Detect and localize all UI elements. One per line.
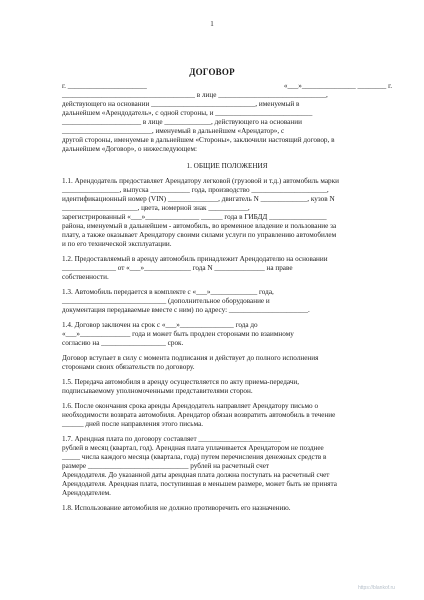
clause-line: необходимости возврата автомобиля. Арендатор обязан возвратить автомобиль в течение (62, 411, 336, 419)
clause-line: размере ____________________________ рублей на расчетный счет (62, 462, 270, 470)
clause-line: документация передаваемые вместе с ним) по адресу: ______________________. (62, 306, 310, 314)
clause-line: согласию на __________________ срок. (62, 339, 184, 347)
clause-line: идентификационный номер (VIN) ______________, двигатель N _____________, кузов N (62, 195, 335, 203)
document-body (62, 82, 392, 513)
clause-line: _______________ от «___»_____________ года N ______________ на праве (62, 264, 293, 272)
clause-1.6 (62, 402, 392, 429)
clause-1.2 (62, 255, 392, 282)
clause-line: района, именуемый в дальнейшем - автомобиль, во временное владение и пользование за (62, 222, 337, 230)
clause-line: ______ дней после направления этого письма. (62, 420, 204, 428)
clause-1.3 (62, 288, 392, 315)
clause-line: 1.7. Арендная плата по договору составляет _______________________ (62, 435, 282, 443)
clause-line: плату, а также оказывает Арендатору своими силами услуги по управлению автомобилем (62, 231, 337, 239)
clause-line: ________________, выпуска ___________ года, производство _____________________, (62, 186, 329, 194)
clause-line: 1.3. Автомобиль передается в комплекте с «___»_____________ года, (62, 288, 274, 296)
clause-line: 1.2. Предоставляемый в аренду автомобиль принадлежит Арендодателю на основании (62, 255, 328, 263)
clause-line: зарегистрированный «___»_______________ ______ года в ГИБДД ________________ (62, 213, 327, 221)
preamble-line: ______________________ в лице _____________, действующего на основании (62, 118, 302, 126)
clause-line: _____________________________ (дополнительное оборудование и (62, 297, 270, 305)
clause-1.8 (62, 504, 392, 513)
watermark: https://blankof.ru (358, 585, 395, 591)
clause-line: 1.4. Договор заключен на срок с «___»_______________ года до (62, 321, 258, 329)
clause-1.5 (62, 378, 392, 396)
clause-line: и по его технической эксплуатации. (62, 240, 172, 248)
clause-1.7 (62, 435, 392, 498)
clause-line: Договор вступает в силу с момента подписания и действует до полного исполнения (62, 354, 319, 362)
preamble-line: _________________________, именуемый в дальнейшем «Арендатор», с (62, 127, 285, 135)
document-title: ДОГОВОР (189, 67, 235, 77)
clause-line: Арендодателя. До указанной даты арендная плата должна поступать на расчетный счет (62, 471, 330, 479)
clause-line: Арендодателем. (62, 489, 111, 497)
clause-line: собственности. (62, 273, 109, 281)
clause-line: _____ числа каждого месяца (квартала, года) путем перечисления денежных средств в (62, 453, 327, 461)
clause-line: подписываемому уполномоченными представителями сторон. (62, 387, 253, 395)
clause-line: «___»______________ года и может быть продлен сторонами по взаимному (62, 330, 294, 338)
clause-line: Арендодателя. Арендная плата, поступившая в меньшем размере, может быть не принята (62, 480, 337, 488)
clause-1.4-note (62, 354, 392, 372)
clause-1.1 (62, 177, 392, 249)
clause-line: 1.8. Использование автомобиля не должно противоречить его назначению. (62, 504, 291, 512)
preamble-line: _____________________________________ в лице ______________________________, (62, 91, 328, 99)
page-number: 1 (210, 20, 214, 28)
clause-line: 1.1. Арендодатель предоставляет Арендатору легковой (грузовой и т.д.) автомобиль марки (62, 177, 339, 185)
date-field: «___»_______________ ________ г. (283, 82, 392, 90)
clause-line: рублей в месяц (квартал, год). Арендная плата уплачивается Арендатором не позднее (62, 444, 324, 452)
preamble (62, 91, 392, 154)
preamble-line: дальнейшем «Арендодатель», с одной стороны, и ___________________________ (62, 109, 313, 117)
preamble-line: другой стороны, именуемые в дальнейшем «Стороны», заключили настоящий договор, в (62, 136, 335, 144)
preamble-line: действующего на основании _____________________________, именуемый в (62, 100, 300, 108)
clause-line: 1.5. Передача автомобиля в аренду осуществляется по акту приема-передачи, (62, 378, 300, 386)
clause-1.4 (62, 321, 392, 348)
clause-line: 1.6. После окончания срока аренды Арендодатель направляет Арендатору письмо о (62, 402, 319, 410)
clause-line: сторонами своих обязательств по договору. (62, 363, 195, 371)
section-heading: 1. ОБЩИЕ ПОЛОЖЕНИЯ (186, 162, 268, 170)
clause-line: _____________________, цвета, номерной знак ___________, (62, 204, 250, 212)
preamble-line: дальнейшем «Договор», о нижеследующем: (62, 145, 197, 153)
clauses-list (62, 177, 392, 513)
header-row (62, 82, 392, 91)
city-field: г. ______________________ (62, 82, 147, 90)
